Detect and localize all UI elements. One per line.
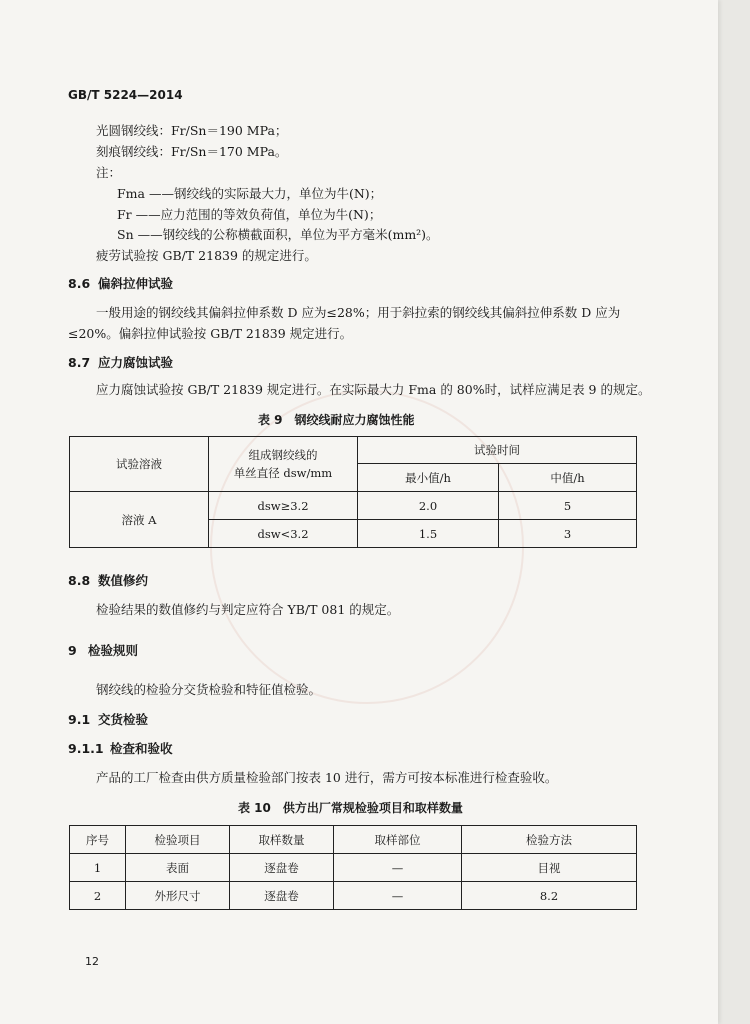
table-9-min: 2.0 — [358, 492, 499, 520]
fatigue-line-1: 光圆钢绞线：Fr/Sn＝190 MPa； — [96, 123, 288, 138]
section-9-1-1-number: 9.1.1 — [68, 741, 104, 756]
standard-code: GB/T 5224—2014 — [68, 88, 183, 102]
section-9-1-number: 9.1 — [68, 712, 91, 727]
table-10 — [69, 825, 637, 910]
table-10-header: 序号 — [70, 826, 126, 854]
table-9-median: 3 — [499, 520, 637, 548]
table-row — [70, 882, 637, 910]
table-9-diameter: dsw≥3.2 — [209, 492, 358, 520]
table-9-caption: 表 9 钢绞线耐应力腐蚀性能 — [258, 413, 415, 427]
section-9-1-1-para-1: 产品的工厂检查由供方质量检验部门按表 10 进行，需方可按本标准进行检查验收。 — [96, 770, 558, 785]
table-10-cell: 1 — [70, 854, 126, 882]
note-sn: Sn ——钢绞线的公称横截面积，单位为平方毫米(mm²)。 — [117, 227, 439, 242]
table-10-header: 检验方法 — [462, 826, 637, 854]
section-8-6-para-1: 一般用途的钢绞线其偏斜拉伸系数 D 应为≤28%；用于斜拉索的钢绞线其偏斜拉伸系数 D 应为 — [96, 305, 621, 320]
section-9-1-title: 交货检验 — [98, 712, 149, 727]
table-9-median: 5 — [499, 492, 637, 520]
page-number: 12 — [85, 955, 99, 968]
table-10-cell: 逐盘卷 — [230, 854, 334, 882]
section-8-7-number: 8.7 — [68, 355, 91, 370]
section-9-number: 9 — [68, 643, 77, 658]
section-8-6-number: 8.6 — [68, 276, 91, 291]
table-10-header: 取样部位 — [334, 826, 462, 854]
table-10-cell: 目视 — [462, 854, 637, 882]
section-8-8-title: 数值修约 — [98, 573, 149, 588]
fatigue-line-2: 刻痕钢绞线：Fr/Sn＝170 MPa。 — [96, 144, 288, 159]
section-8-6-para-2: ≤20%。偏斜拉伸试验按 GB/T 21839 规定进行。 — [68, 326, 353, 341]
table-10-header: 取样数量 — [230, 826, 334, 854]
table-10-caption: 表 10 供方出厂常规检验项目和取样数量 — [238, 801, 463, 815]
table-9-header-time: 试验时间 — [358, 437, 637, 464]
section-8-8-para-1: 检验结果的数值修约与判定应符合 YB/T 081 的规定。 — [96, 602, 400, 617]
table-9-diameter: dsw<3.2 — [209, 520, 358, 548]
note-fr: Fr ——应力范围的等效负荷值，单位为牛(N)； — [117, 207, 382, 222]
section-8-7-title: 应力腐蚀试验 — [98, 355, 174, 370]
table-9-solution: 溶液 A — [70, 492, 209, 548]
table-9 — [69, 436, 637, 548]
note-fma: Fma ——钢绞线的实际最大力，单位为牛(N)； — [117, 186, 383, 201]
table-9-header-median: 中值/h — [499, 464, 637, 492]
table-10-cell: — — [334, 882, 462, 910]
section-9-para-1: 钢绞线的检验分交货检验和特征值检验。 — [96, 682, 322, 697]
table-row — [70, 492, 637, 520]
table-10-header: 检验项目 — [126, 826, 230, 854]
fatigue-method: 疲劳试验按 GB/T 21839 的规定进行。 — [96, 248, 317, 263]
table-9-header-min: 最小值/h — [358, 464, 499, 492]
table-9-min: 1.5 — [358, 520, 499, 548]
table-10-cell: 8.2 — [462, 882, 637, 910]
table-9-header-diameter: 组成钢绞线的 单丝直径 dsw/mm — [209, 437, 358, 492]
table-10-cell: 表面 — [126, 854, 230, 882]
table-10-cell: 逐盘卷 — [230, 882, 334, 910]
table-10-cell: 外形尺寸 — [126, 882, 230, 910]
section-8-8-number: 8.8 — [68, 573, 91, 588]
table-9-header-solution: 试验溶液 — [70, 437, 209, 492]
section-8-6-title: 偏斜拉伸试验 — [98, 276, 174, 291]
section-9-title: 检验规则 — [88, 643, 139, 658]
section-9-1-1-title: 检查和验收 — [110, 741, 173, 756]
table-10-cell: — — [334, 854, 462, 882]
table-10-cell: 2 — [70, 882, 126, 910]
table-row — [70, 854, 637, 882]
section-8-7-para-1: 应力腐蚀试验按 GB/T 21839 规定进行。在实际最大力 Fma 的 80%时，试样应满足表 9 的规定。 — [96, 382, 651, 397]
note-label: 注： — [96, 165, 122, 180]
